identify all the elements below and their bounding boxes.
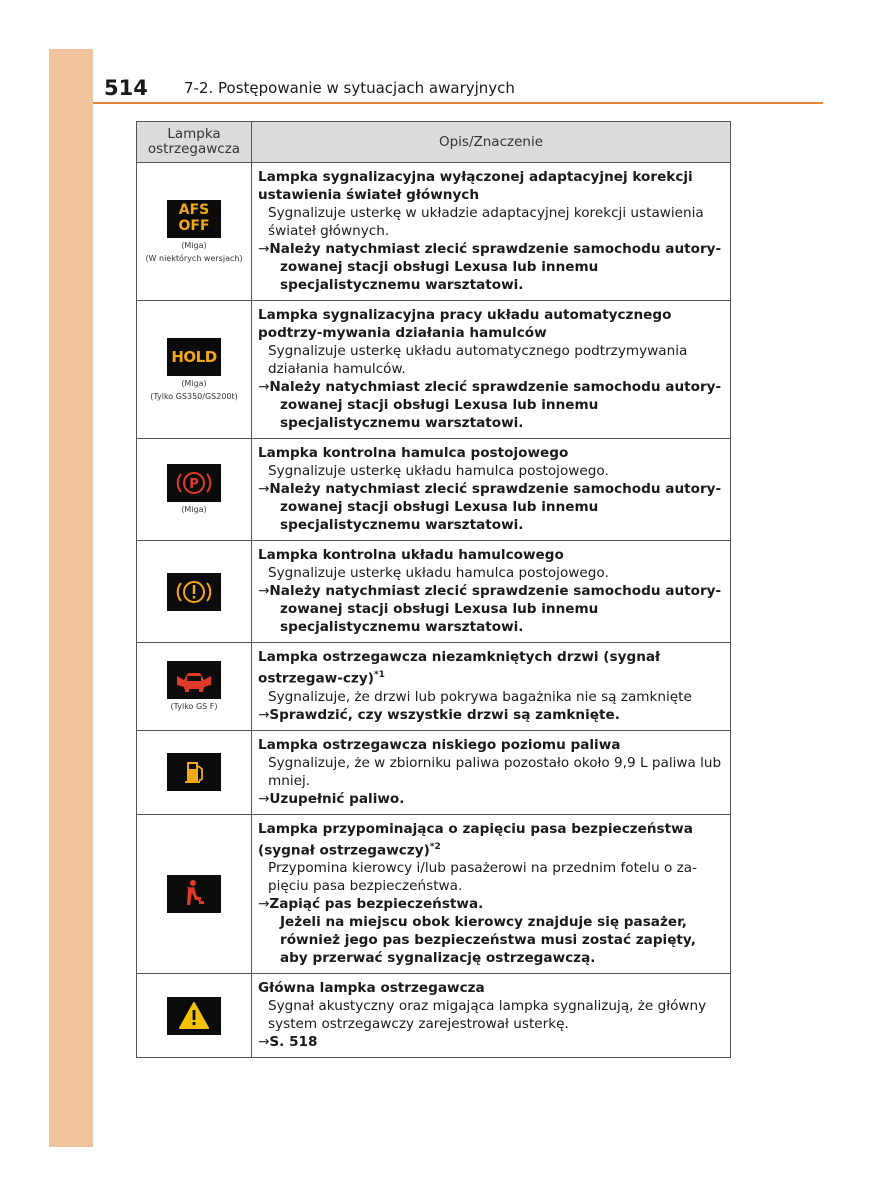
row-action-cont: zowanej stacji obsługi Lexusa lub innemu specjalistycznemu warsztatowi. xyxy=(280,397,599,431)
row-heading: Główna lampka ostrzegawcza xyxy=(258,980,485,997)
row-body: Sygnalizuje usterkę układu hamulca postojowego. xyxy=(268,565,609,581)
low-fuel-icon xyxy=(167,753,221,791)
door-open-icon xyxy=(167,661,221,699)
table-row xyxy=(137,974,731,1058)
row-heading: Lampka sygnalizacyjna wyłączonej adaptacyjnej korekcji ustawienia świateł głównych xyxy=(258,169,693,203)
row-action-cont: Jeżeli na miejscu obok kierowcy znajduje się pasażer, również jego pas bezpieczeństwa musi zostać zapięty, aby przerwać sygnalizację ostrzegawczą. xyxy=(280,914,696,967)
section-title: 7-2. Postępowanie w sytuacjach awaryjnych xyxy=(184,79,515,97)
row-heading: Lampka kontrolna hamulca postojowego xyxy=(258,445,569,461)
description-cell xyxy=(252,439,731,541)
brake-system-icon xyxy=(167,573,221,611)
icon-note: (W niektórych wersjach) xyxy=(145,253,243,263)
icon-cell xyxy=(137,301,252,439)
table-row xyxy=(137,439,731,541)
afs-off-icon xyxy=(167,200,221,238)
footnote-marker: *1 xyxy=(373,670,385,680)
icon-note: (Miga) xyxy=(181,240,207,250)
description-cell xyxy=(252,541,731,643)
page-header xyxy=(104,76,824,104)
row-action-cont: zowanej stacji obsługi Lexusa lub innemu specjalistycznemu warsztatowi. xyxy=(280,601,599,635)
row-heading: Lampka kontrolna układu hamulcowego xyxy=(258,547,564,563)
icon-cell xyxy=(137,163,252,301)
row-heading: Lampka przypominająca o zapięciu pasa bezpieczeństwa (sygnał ostrzegawczy)$^{*2}$ xyxy=(258,820,693,859)
row-body: Sygnalizuje, że drzwi lub pokrywa bagażnika nie są zamknięte xyxy=(268,688,692,705)
row-action: →Sprawdzić, czy wszystkie drzwi są zamknięte. xyxy=(258,706,620,723)
row-heading: Lampka sygnalizacyjna pracy układu automatycznego podtrzy-mywania działania hamulców xyxy=(258,307,672,341)
icon-cell xyxy=(137,541,252,643)
footnote-marker: *2 xyxy=(429,841,441,852)
table-row xyxy=(137,814,731,974)
row-body: Sygnalizuje usterkę układu hamulca postojowego. xyxy=(268,463,609,479)
parking-brake-icon xyxy=(167,464,221,502)
icon-cell xyxy=(137,439,252,541)
table-row xyxy=(137,643,731,731)
warning-lights-table xyxy=(136,121,731,1058)
row-body: Przypomina kierowcy i/lub pasażerowi na przednim fotelu o za-pięciu pasa bezpieczeństwa. xyxy=(268,860,698,895)
seatbelt-icon xyxy=(167,875,221,913)
row-action: →S. 518 xyxy=(258,1034,318,1051)
row-action: →Należy natychmiast zlecić sprawdzenie samochodu autory- xyxy=(258,583,722,599)
description-cell xyxy=(252,730,731,814)
icon-note: (Miga) xyxy=(181,505,207,514)
row-heading: Lampka ostrzegawcza niezamkniętych drzwi (sygnał ostrzegaw-czy)$^{*1}$ xyxy=(258,649,661,687)
description-cell xyxy=(252,643,731,731)
description-cell xyxy=(252,974,731,1058)
description-cell xyxy=(252,814,731,974)
table-row xyxy=(137,730,731,814)
column-header-description: Opis/Znaczenie xyxy=(252,122,731,163)
chapter-side-tab xyxy=(49,49,93,1147)
row-action-cont: zowanej stacji obsługi Lexusa lub innemu specjalistycznemu warsztatowi. xyxy=(280,259,599,293)
icon-cell xyxy=(137,643,252,731)
row-heading: Lampka ostrzegawcza niskiego poziomu paliwa xyxy=(258,736,621,753)
description-cell xyxy=(252,301,731,439)
row-action-cont: zowanej stacji obsługi Lexusa lub innemu specjalistycznemu warsztatowi. xyxy=(280,499,599,533)
hold-label: HOLD xyxy=(171,347,217,366)
icon-cell xyxy=(137,814,252,974)
column-header-lamp: Lampka ostrzegawcza xyxy=(137,122,252,163)
row-action: →Należy natychmiast zlecić sprawdzenie samochodu autory- xyxy=(258,379,722,395)
table-row xyxy=(137,163,731,301)
table-row xyxy=(137,541,731,643)
row-action: →Należy natychmiast zlecić sprawdzenie samochodu autory- xyxy=(258,241,722,257)
row-action: →Należy natychmiast zlecić sprawdzenie samochodu autory- xyxy=(258,481,722,497)
page-number: 514 xyxy=(104,76,148,100)
row-action: →Zapiąć pas bezpieczeństwa. xyxy=(258,896,484,913)
row-body: Sygnalizuje usterkę w układzie adaptacyjnej korekcji ustawienia świateł głównych. xyxy=(268,205,704,239)
master-warning-icon xyxy=(167,997,221,1035)
row-body: Sygnalizuje, że w zbiorniku paliwa pozostało około 9,9 L paliwa lub mniej. xyxy=(268,754,722,789)
table-header-row xyxy=(137,122,731,163)
row-action: →Uzupełnić paliwo. xyxy=(258,790,405,807)
icon-note: (Tylko GS350/GS200t) xyxy=(150,391,238,401)
afs-off-label: AFS OFF xyxy=(178,201,210,234)
row-body: Sygnalizuje usterkę układu automatycznego podtrzymywania działania hamulców. xyxy=(268,343,688,377)
description-cell xyxy=(252,163,731,301)
table-row xyxy=(137,301,731,439)
icon-cell xyxy=(137,730,252,814)
icon-note: (Tylko GS F) xyxy=(170,701,218,711)
icon-note: (Miga) xyxy=(181,378,207,388)
hold-icon xyxy=(167,338,221,376)
icon-cell xyxy=(137,974,252,1058)
svg-text:P: P xyxy=(189,477,199,492)
header-divider xyxy=(93,102,823,104)
row-body: Sygnał akustyczny oraz migająca lampka sygnalizują, że główny system ostrzegawczy zarejestrował usterkę. xyxy=(268,998,707,1033)
